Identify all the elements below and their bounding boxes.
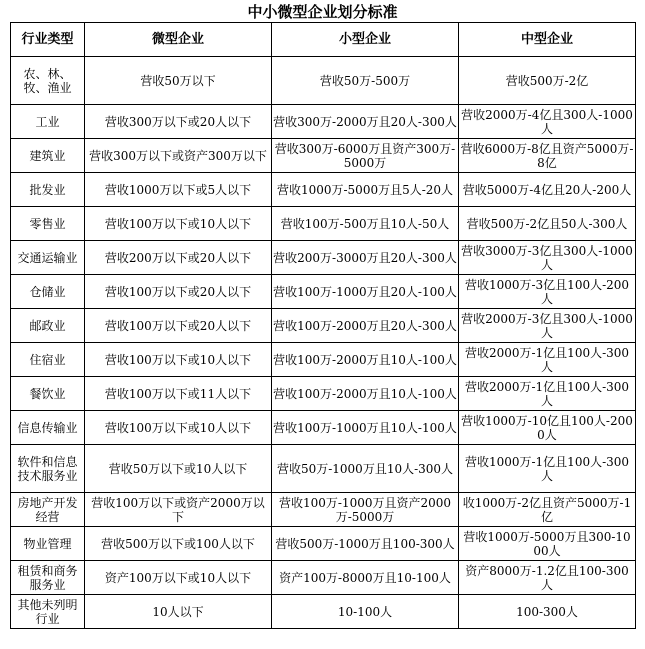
cell-micro: 营收100万以下或资产2000万以下 [85,493,272,527]
cell-medium: 营收2000万-1亿且100人-300人 [459,377,636,411]
cell-industry: 物业管理 [11,527,85,561]
cell-industry: 邮政业 [11,309,85,343]
cell-micro: 营收100万以下或20人以下 [85,275,272,309]
cell-micro: 营收50万以下或10人以下 [85,445,272,493]
cell-micro: 营收1000万以下或5人以下 [85,173,272,207]
table-row [11,343,636,377]
table-row [11,275,636,309]
cell-micro: 营收100万以下或10人以下 [85,411,272,445]
table-row [11,207,636,241]
cell-small: 营收300万-6000万且资产300万-5000万 [272,139,459,173]
table-row [11,445,636,493]
cell-industry: 批发业 [11,173,85,207]
table-body [11,57,636,629]
cell-industry: 零售业 [11,207,85,241]
cell-micro: 营收100万以下或11人以下 [85,377,272,411]
table-row [11,493,636,527]
cell-micro: 营收200万以下或20人以下 [85,241,272,275]
table-row [11,561,636,595]
cell-industry: 软件和信息技术服务业 [11,445,85,493]
table-row [11,241,636,275]
cell-micro: 10人以下 [85,595,272,629]
cell-medium: 100-300人 [459,595,636,629]
cell-industry: 建筑业 [11,139,85,173]
cell-medium: 营收1000万-5000万且300-1000人 [459,527,636,561]
table-row [11,173,636,207]
cell-micro: 营收100万以下或10人以下 [85,207,272,241]
cell-small: 营收100万-2000万且10人-100人 [272,343,459,377]
table-row [11,527,636,561]
cell-micro: 营收500万以下或100人以下 [85,527,272,561]
cell-medium: 营收6000万-8亿且资产5000万-8亿 [459,139,636,173]
table-row [11,139,636,173]
table-row [11,377,636,411]
table-row [11,105,636,139]
header-industry: 行业类型 [11,23,85,57]
cell-micro: 营收100万以下或20人以下 [85,309,272,343]
cell-medium: 营收2000万-4亿且300人-1000人 [459,105,636,139]
cell-micro: 营收100万以下或10人以下 [85,343,272,377]
cell-small: 营收100万-1000万且10人-100人 [272,411,459,445]
cell-medium: 营收500万-2亿 [459,57,636,105]
cell-medium: 营收1000万-1亿且100人-300人 [459,445,636,493]
cell-small: 营收100万-1000万且资产2000万-5000万 [272,493,459,527]
cell-medium: 营收1000万-10亿且100人-2000人 [459,411,636,445]
cell-medium: 营收5000万-4亿且20人-200人 [459,173,636,207]
cell-micro: 营收300万以下或20人以下 [85,105,272,139]
cell-micro: 营收300万以下或资产300万以下 [85,139,272,173]
cell-industry: 农、林、牧、渔业 [11,57,85,105]
cell-medium: 营收500万-2亿且50人-300人 [459,207,636,241]
cell-small: 资产100万-8000万且10-100人 [272,561,459,595]
cell-industry: 房地产开发经营 [11,493,85,527]
cell-small: 营收50万-500万 [272,57,459,105]
cell-small: 营收300万-2000万且20人-300人 [272,105,459,139]
table-row [11,595,636,629]
cell-small: 营收100万-1000万且20人-100人 [272,275,459,309]
cell-industry: 仓储业 [11,275,85,309]
table-header-row [11,23,636,57]
cell-small: 营收50万-1000万且10人-300人 [272,445,459,493]
cell-micro: 资产100万以下或10人以下 [85,561,272,595]
cell-medium: 营收3000万-3亿且300人-1000人 [459,241,636,275]
header-medium: 中型企业 [459,23,636,57]
cell-industry: 租赁和商务服务业 [11,561,85,595]
table-row [11,411,636,445]
classification-table [10,22,636,629]
header-micro: 微型企业 [85,23,272,57]
cell-small: 10-100人 [272,595,459,629]
cell-industry: 交通运输业 [11,241,85,275]
cell-industry: 住宿业 [11,343,85,377]
cell-industry: 信息传输业 [11,411,85,445]
table-row [11,57,636,105]
cell-small: 营收100万-2000万且20人-300人 [272,309,459,343]
cell-micro: 营收50万以下 [85,57,272,105]
cell-medium: 营收2000万-1亿且100人-300人 [459,343,636,377]
cell-medium: 资产8000万-1.2亿且100-300人 [459,561,636,595]
cell-medium: 营收1000万-3亿且100人-200人 [459,275,636,309]
cell-small: 营收500万-1000万且100-300人 [272,527,459,561]
cell-industry: 其他未列明行业 [11,595,85,629]
cell-industry: 工业 [11,105,85,139]
cell-small: 营收1000万-5000万且5人-20人 [272,173,459,207]
cell-small: 营收100万-500万且10人-50人 [272,207,459,241]
header-small: 小型企业 [272,23,459,57]
page-title: 中小微型企业划分标准 [247,3,398,21]
cell-medium: 收1000万-2亿且资产5000万-1亿 [459,493,636,527]
cell-small: 营收100万-2000万且10人-100人 [272,377,459,411]
cell-industry: 餐饮业 [11,377,85,411]
cell-medium: 营收2000万-3亿且300人-1000人 [459,309,636,343]
table-row [11,309,636,343]
cell-small: 营收200万-3000万且20人-300人 [272,241,459,275]
